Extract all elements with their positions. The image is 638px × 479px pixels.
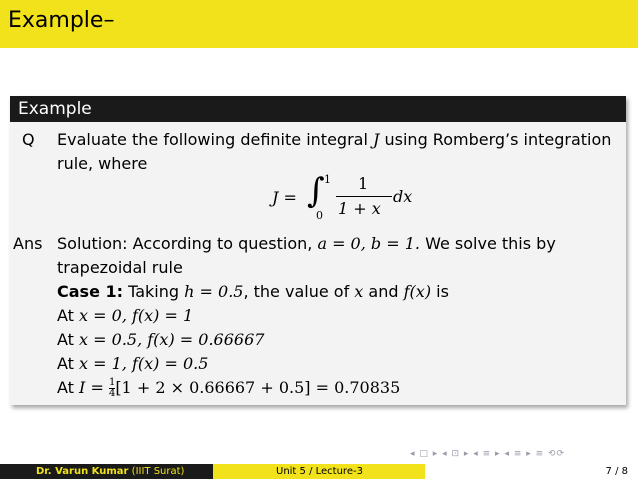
footer-page-box [425,464,638,479]
at-line-3 [57,354,208,374]
differential-dx: dx [393,187,413,206]
fraction-bar [336,196,392,197]
footer-author-name: Dr. Varun Kumar [36,466,129,477]
footer [0,464,638,479]
navigation-symbols[interactable]: ◂ □ ▸ ◂ ⊡ ▸ ◂ ≡ ▸ ◂ ≡ ▸ ≡ ⟲⟳ [410,449,566,459]
case1-line [57,282,449,302]
at-label-1: At [57,306,74,325]
frame-title: Example– [8,8,115,33]
case1-x: x [354,282,364,301]
case1-fx: f(x) [403,282,432,301]
answer-text-b: We solve this by [425,234,556,253]
at-label-3: At [57,354,74,373]
at-fraction-num: 1 [108,377,116,388]
case1-text-d: is [436,282,449,301]
question-label: Q [22,130,35,149]
at-label-2: At [57,330,74,349]
at-fraction-den: 4 [108,388,116,399]
at-label-4: At [57,378,74,397]
at-line-2 [57,330,264,350]
integral-lower-limit: 0 [316,209,323,222]
question-line-2: rule, where [57,154,148,173]
case1-text-b: , the value of [243,282,350,301]
fraction-numerator: 1 [358,174,369,193]
fraction-denominator: 1 + x [338,199,381,218]
at-line-1 [57,306,193,326]
answer-label: Ans [13,234,43,253]
case1-text-c: and [368,282,399,301]
integral-upper-limit: 1 [324,173,331,186]
question-text-b: using Romberg’s integration [384,130,612,149]
case1-label: Case 1: [57,282,124,301]
at-i-eq: I = [79,378,104,397]
footer-unit: Unit 5 / Lecture-3 [276,466,363,477]
answer-line-1 [57,234,556,254]
footer-page-number: 7 / 8 [605,466,628,477]
equation-lhs: J = [272,188,297,207]
answer-text-a: Solution: According to question, [57,234,313,253]
at-value-1: x = 0, f(x) = 1 [79,306,194,325]
case1-text-a: Taking [128,282,180,301]
footer-unit-box [213,464,425,479]
example-block-title: Example [18,99,92,119]
case1-h: h = 0.5 [184,282,244,301]
integral-sign: ∫ [307,171,325,211]
footer-author-box [0,464,213,479]
at-value-2: x = 0.5, f(x) = 0.66667 [79,330,265,349]
example-block-header [10,96,626,122]
footer-author [36,464,184,479]
at-value-3: x = 1, f(x) = 0.5 [79,354,209,373]
footer-institute: (IIIT Surat) [131,466,185,477]
frame-title-bar [0,0,638,48]
answer-bounds: a = 0, b = 1. [317,234,420,253]
at-line-4 [57,378,400,399]
question-text-a: Evaluate the following definite integral [57,130,368,149]
question-line-1 [57,130,611,150]
question-var-j: J [372,130,380,149]
at-value-4: [1 + 2 × 0.66667 + 0.5] = 0.70835 [115,378,401,397]
answer-line-2: trapezoidal rule [57,258,183,277]
